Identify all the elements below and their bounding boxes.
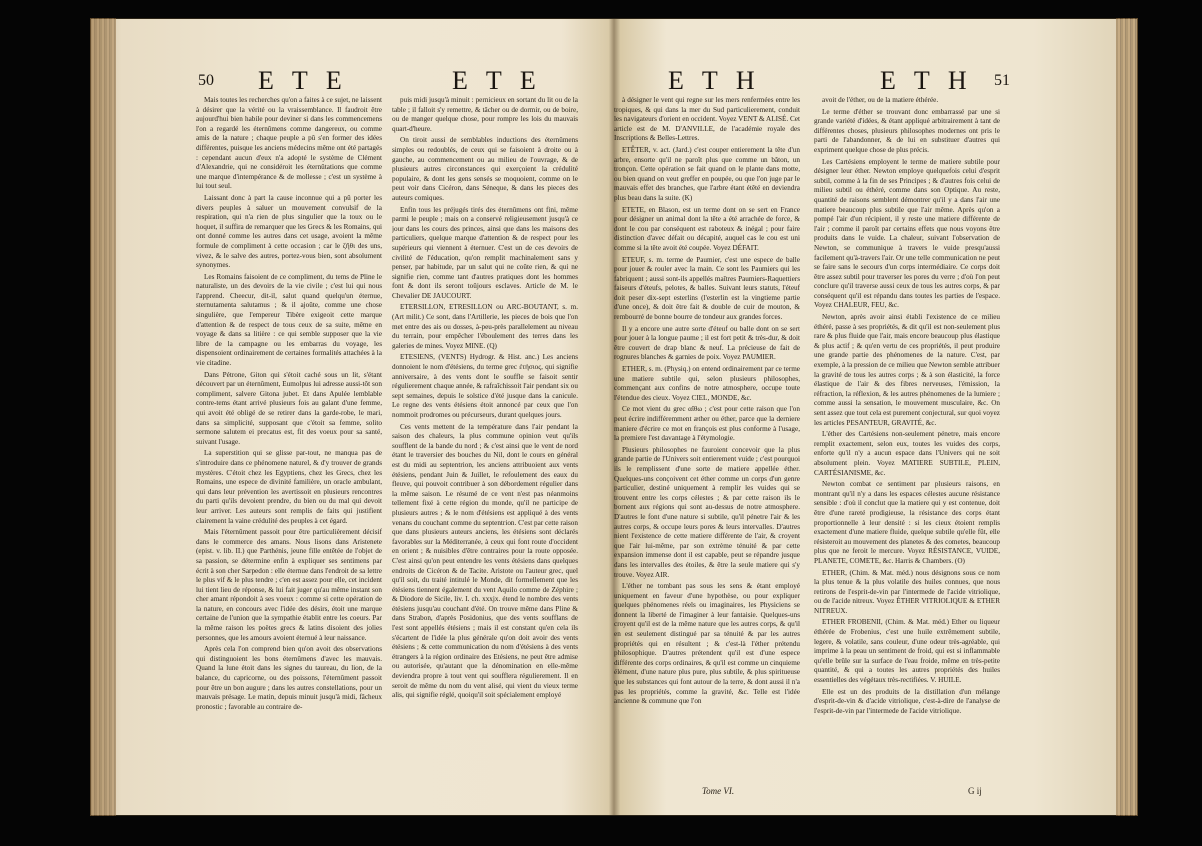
paragraph: ETETE, en Blason, est un terme dont on se sert en France pour désigner un animal dont la tête a été arrachée de force, & dont le cou par conséquent est raboteux & inégal ; pour faire distinction d'avec défait ou décapité, auquel cas le cou est uni comme si la tête avoit été coupée. Voyez DÉFAIT. xyxy=(614,205,800,252)
paragraph: ETEUF, s. m. terme de Paumier, c'est une espece de balle pour jouer & rouler avec la main. Ce sont les Paumiers qui les fabriquent ; aussi sont-ils appellés maîtres Paumiers-Raquettiers faiseurs d'éteufs, pelotes, & balles. Suivant leurs statuts, l'éteuf doit peser dix-sept esterlins (l'esterlin est la vingtieme partie d'une once), & doit être fait & double de cuir de mouton, & rembourré de bonne bourre de tondeur aux grandes forces. xyxy=(614,255,800,322)
paragraph: à désigner le vent qui regne sur les mers renfermées entre les tropiques, & qui dans la mer du Sud particulierement, conduit les navigateurs d'orient en occident. Voyez VENT & ALISÉ. Cet article est de M. D'ANVILLE, de l'académie royale des Inscriptions & Belles-Lettres. xyxy=(614,96,800,143)
paragraph: ETÊTER, v. act. (Jard.) c'est couper entierement la tête d'un arbre, ensorte qu'il ne paroît plus que comme un bâton, un tronçon. Cette opération se fait quand on le plante dans motte, ou bien quand on veut greffer en poupée, ou que l'on juge par le mauvais effet des branches, que l'arbre étant étêté en deviendra plus beau dans la suite. (K) xyxy=(614,145,800,202)
right-page-column-1 xyxy=(614,96,800,782)
paragraph: Ce mot vient du grec αἴθω ; c'est pour cette raison que l'on peut écrire indifféremment æther ou éther, parce que la derniere maniere d'écrire ce mot en françois est plus conforme à l'usage, la premiere l'est davantage à l'étymologie. xyxy=(614,405,800,443)
paragraph: Elle est un des produits de la distillation d'un mélange d'esprit-de-vin & d'acide vitriolique, c'est-à-dire de l'analyse de l'esprit-de-vin par l'intermede de l'acide vitriolique. xyxy=(814,687,1000,715)
paragraph: Mais l'éternûment passoit pour être particulièrement décisif dans le commerce des amans. Nous lisons dans Aristenete (epist. v. lib. II.) que Parthénis, jeune fille entêtée de l'objet de sa passion, se détermine enfin à expliquer ses sentimens par écrit à son cher Sarpedon : elle éternue dans l'endroit de sa lettre le plus vif & le plus tendre ; c'en est assez pour elle, cet incident lui tient lieu de réponse, & lui fait juger qu'au même instant son cher amant répondoit à ses voeux : comme si cette opération de la nature, en concours avec l'idée des désirs, étoit une marque certaine de l'union que la sympathie établit entre les coeurs. Par la même raison les poëtes grecs & latins disoient des jolies personnes, que les amours avoient éternué à leur naissance. xyxy=(196,528,382,642)
paragraph: Dans Pétrone, Giton qui s'étoit caché sous un lit, s'étant découvert par un éternûment, Eumolpus lui adresse aussi-tôt son compliment, salvere Gitona jubet. Et dans Apulée lemblable contre-tems étant arrivé plusieurs fois au galant d'une femme, qui avoit été obligé de se retirer dans la garde-robe, le mari, dans sa simplicité, supposant que c'étoit sa femme, solito sermone salutem ei precatus est, fit des voeux pour sa santé, suivant l'usage. xyxy=(196,370,382,446)
paragraph: Enfin tous les préjugés tirés des éternûmens ont fini, même parmi le peuple ; mais on a conservé religieusement jusqu'à ce jour dans les cours des princes, ainsi que dans les maisons des particuliers, quelque marque d'attention & de respect pour les supérieurs qui viennent à éternuer. C'est un de ces devoirs de civilité de l'éducation, qu'on remplit machinalement sans y penser, par habitude, par un salut qui ne coûte rien, & qui ne signifie rien, comme tant d'autres pratiques dont les hommes font & dont ils seront toûjours esclaves. Article de M. le Chevalier DE JAUCOURT. xyxy=(392,205,578,300)
right-page-edges xyxy=(1116,18,1138,816)
volume-footer: Tome VI. xyxy=(702,786,735,796)
paragraph: ETESIENS, (VENTS) Hydrogr. & Hist. anc.) Les anciens donnoient le nom d'étésiens, du terme grec ἐτήσιος, qui signifie anniversaire, à des vents dont le souffle se faisoit sentir régulierement chaque année, & rafraîchissoit l'air pendant six ou sept semaines, depuis le solstice d'été jusque dans la canicule. Le regne des vents étésiens étoit annoncé par ceux que l'on nommoit prodromes ou précurseurs, durant quelques jours. xyxy=(392,353,578,419)
left-page-edges xyxy=(90,18,116,816)
paragraph: Laissant donc à part la cause inconnue qui a pû porter les divers peuples à saluer un mouvement convulsif de la respiration, qui n'a rien de plus singulier que la toux ou le hoquet, il suffira de remarquer que les Grecs & les Romains, qui ont donné comme les autres dans cet usage, avoient la même formule de compliment à cette occasion ; car le ζῆθι des uns, vivez, & le salve des autres, portez-vous bien, sont absolument synonymes. xyxy=(196,193,382,270)
paragraph: Plusieurs philosophes ne fauroient concevoir que la plus grande partie de l'Univers soit entierement vuide ; c'est pourquoi ils le remplissent d'une sorte de matiere appellée éther. Quelques-uns conçoivent cet éther comme un corps d'un genre particulier, destiné uniquement à remplir les vuides qui se trouvent entre les corps célestes ; & par cette raison ils le bornent aux régions qui sont au-dessus de notre atmosphere. D'autres le font d'une nature si subtile, qu'il pénetre l'air & les autres corps, & occupe leurs pores & leurs intervalles. D'autres nient l'existence de cette matiere différente de l'air, & croyent que l'air lui-même, par son extrème ténuité & par cette expansion immense dont il est capable, peut se répandre jusque dans les intervalles des étoiles, & être la seule matiere qui s'y trouve. Voyez AIR. xyxy=(614,445,800,579)
running-head-left-col2: E T E xyxy=(452,66,542,95)
left-page-column-1 xyxy=(196,96,382,782)
signature-mark: G ij xyxy=(968,786,982,796)
paragraph: Après cela l'on comprend bien qu'on avoit des observations qui distinguoient les bons éternûmens d'avec les mauvais. Quand la lune étoit dans les signes du taureau, du lion, de la balance, du capricorne, ou des poissons, l'éternûment passoit pour être un bon augure ; dans les autres constellations, pour un mauvais présage. Le matin, depuis minuit jusqu'à midi, fâcheux pronostic ; favorable au contraire de- xyxy=(196,645,382,711)
paragraph: Newton, après avoir ainsi établi l'existence de ce milieu éthéré, passe à ses propriétés, & dit qu'il est non-seulement plus rare & plus fluide que l'air, mais encore beaucoup plus élastique & plus actif ; & qu'en vertu de ces propriétés, il peut produire une grande partie des phénomenes de la nature. C'est, par exemple, à la pression de ce milieu que Newton semble attribuer la gravité de tous les autres corps ; & à son élasticité, la force élastique de l'air & des fibres nerveuses, l'émission, la réfraction, la réflexion, & les autres phénomenes de la lumiere ; comme aussi la sensation, le mouvement musculaire, &c. On sent assez que tout cela est purement conjectural, sur quoi voyez les articles PESANTEUR, GRAVITÉ, &c. xyxy=(814,313,1000,427)
paragraph: La superstition qui se glisse par-tout, ne manqua pas de s'introduire dans ce phénomene naturel, & d'y trouver de grands mystères. C'étoit chez les Egyptiens, chez les Grecs, chez les Romains, une espece de divinité familière, un oracle ambulant, qui dans leur prévention les avertissoit en plusieurs rencontres du parti qu'ils devoient prendre, du bien ou du mal qui devoit leur arriver. Les auteurs sont remplis de faits qui justifient clairement la vaine crédulité des peuples à cet égard. xyxy=(196,449,382,525)
paragraph: Mais toutes les recherches qu'on a faites à ce sujet, ne laissent à désirer que la vérité ou la vraissemblance. Il faudroit être aujourd'hui bien habile pour deviner si dans les commencemens l'on a regardé les éternûmens comme dangereux, ou comme amis de la nature ; chaque peuple a pû s'en former des idées différentes, puisque les anciens médecins même ont été partagés : cependant aucun d'eux n'a adopté le système de Clément d'Alexandrie, qui ne considéroit les éternûtations que comme une marque d'intempérance & de mollesse ; c'est un système à lui tout seul. xyxy=(196,96,382,191)
paragraph: Les Romains faisoient de ce compliment, du tems de Pline le naturaliste, un des devoirs de la vie civile ; c'est lui qui nous l'apprend. Cheecur, dit-il, salut quand quelqu'un éternue, sternutamenta salutamus ; & il ajoûte, comme une chose singulière, que l'empereur Tibère exigeoit cette marque d'attention & de respect de tous ceux de sa suite, même en voyage & dans sa litière : ce qui semble supposer que la vie libre de la campagne ou les embarras du voyage, les dispensoient ordinairement de certaines formalités attachées à la vie citadine. xyxy=(196,272,382,368)
paragraph: L'éther ne tombant pas sous les sens & étant employé uniquement en faveur d'une hypothèse, ou pour expliquer quelques phénomenes réels ou imaginaires, les Physiciens se donnent la liberté de l'imaginer à leur fantaisie. Quelques-uns croyent qu'il est de la même nature que les autres corps, & qu'il en est seulement distingué par sa ténuité & par les autres propriétés qui en résultent ; & c'est-là l'éther prétendu philosophique. D'autres prétendent qu'il est d'une espece différente des corps ordinaires, & qu'il est comme un cinquieme élément, d'une nature plus pure, plus subtile, & plus spiritueuse que les substances qui font autour de la terre, & dont aussi il n'a pas les propriétés, comme la gravité, &c. Telle est l'idée ancienne & commune que l'on xyxy=(614,582,800,706)
paragraph: ETERSILLON, ETRESILLON ou ARC-BOUTANT, s. m. (Art milit.) Ce sont, dans l'Artillerie, les pieces de bois que l'on met entre des ais ou dosses, à-peu-près parallelement au niveau du terrain, pour empêcher l'éboulement des terres dans les galeries de mines. Voyez MINE. (Q) xyxy=(392,303,578,350)
paragraph: On tiroit aussi de semblables inductions des éternûmens simples ou redoublés, de ceux qui se faisoient à droite ou à gauche, au commencement ou au milieu de l'ouvrage, & de plusieurs autres circonstances qui exerçoient la crédulité populaire, & dont les gens sensés se moquoient, comme on le peut voir dans Cicéron, dans Séneque, & dans les pieces des auteurs comiques. xyxy=(392,136,578,202)
left-page-column-2 xyxy=(392,96,578,782)
paragraph: avoit de l'éther, ou de la matiere éthérée. xyxy=(822,96,939,104)
paragraph: ETHER FROBENII, (Chim. & Mat. méd.) Ether ou liqueur éthérée de Frobenius, c'est une huile extrêmement subtile, legere, & volatile, sans couleur, d'une odeur très-agréable, qui imprime à la peau un sentiment de froid, qui est si inflammable qu'elle brûle sur la surface de l'eau froide, même en très-petite quantité, & qui a toutes les autres propriétés des huiles essentielles des végétaux très-rectifiées. V. HUILE. xyxy=(814,618,1000,685)
paragraph: L'éther des Cartésiens non-seulement pénetre, mais encore remplit exactement, selon eux, toutes les vuides des corps, enforte qu'il n'y a aucun espace dans l'Univers qui ne soit absolument plein. Voyez MATIERE SUBTILE, PLEIN, CARTÉSIANISME, &c. xyxy=(814,430,1000,477)
page-number-right: 51 xyxy=(994,72,1010,89)
page-number-left: 50 xyxy=(198,72,214,89)
paragraph: Ces vents mettent de la température dans l'air pendant la saison des chaleurs, la plus commune opinion veut qu'ils soufflent de la bande du nord ; & c'est ainsi que le vent de nord étant le traversier des bouches du Nil, dont le cours en général est du midi au septentrion, les anciens attribuoient aux vents étésiens, pendant Juin & Juillet, le refoulement des eaux du fleuve, qui pouvoit contribuer à son débordement régulier dans la même saison. Le résumé de ce vent n'est pas néanmoins tellement fixé à cette région du monde, qu'il ne participe de plusieurs autres ; & le nom d'étésiens est appliqué à des vents venans du couchant comme du septentrion. C'est par cette raison que dans plusieurs auteurs anciens, les étésiens sont déclarés favorables sur la Méditerranée, à ceux qui font route d'occident en orient ; & nuisibles d'être contraires pour la route opposée. C'est ainsi qu'on peut entendre les vents étésiens dans quelques endroits de Cicéron & de Tacite. Aristote ou l'auteur grec, quel qu'il soit, du traité intitulé le Monde, dit formellement que les étésiens tiennent également du vent Aquilo comme de Zéphire ; & Diodore de Sicile, liv. I. ch. xxxjx. étend le nombre des vents étésiens jusqu'au couchant d'été. On trouve même dans Pline & dans Strabon, d'après Posidonius, que des vents soufflans de l'est sont appellés étésiens ; mais il est constant qu'en cela ils s'écartent de l'idée la plus générale qu'on doit avoir des vents étésiens ; & cette communication du nom d'étésiens à des vents étrangers à la région ordinaire des Etésiens, ne peut être admise ou autorisée, qu'autant que la dénomination en elle-même deviendra propre à tout vent qui soufflera régulierement. Il en seroit de même du nom du vent alisé, qui vient du vieux terme alis, qui signifie réglé, quoiqu'il soit spécialement employé xyxy=(392,422,578,700)
running-head-left-col1: E T E xyxy=(258,66,348,95)
paragraph: Le terme d'éther se trouvant donc embarrassé par une si grande variété d'idées, & étant appliqué arbitrairement à tant de différentes choses, plusieurs philosophes modernes ont pris le parti de l'abandonner, & de lui en substituer d'autres qui expriment quelque chose de plus précis. xyxy=(814,107,1000,154)
paragraph: puis midi jusqu'à minuit : pernicieux en sortant du lit ou de la table ; il falloit s'y remettre, & tâcher ou de dormir, ou de boire, ou de manger quelque chose, pour rompre les lois du mauvais quart-d'heure. xyxy=(392,96,578,133)
paragraph: ETHER, (Chim. & Mat. méd.) nous désignons sous ce nom la plus tenue & la plus volatile des huiles connues, que nous retirons de l'esprit-de-vin par l'intermede de l'acide vitriolique, ou de l'acide nitreux. Voyez ÉTHER VITRIOLIQUE & ETHER NITREUX. xyxy=(814,568,1000,615)
paragraph: Il y a encore une autre sorte d'éteuf ou balle dont on se sert pour jouer à la longue paume ; il est fort petit & très-dur, & doit être couvert de drap blanc & neuf. La précieuse de fait de rognures blanches & garnies de poix. Voyez PAUMIER. xyxy=(614,324,800,362)
paragraph: Les Cartésiens employent le terme de matiere subtile pour désigner leur éther. Newton employe quelquefois celui d'esprit subtil, comme à la fin de ses Principes ; & d'autres fois celui de milieu subtil ou éthéré, comme dans son Optique. Au reste, quantité de raisons semblent démontrer qu'il y a dans l'air une matiere beaucoup plus subtile que l'air même. Après qu'on a pompé l'air d'un récipient, il y reste une matiere différente de l'air ; comme il paroît par certains effets que nous voyons être produits dans le vuide. La chaleur, suivant l'observation de Newton, se communique à travers le vuide presqu'aussi facilement qu'à-travers l'air. Or une telle communication ne peut se faire sans le secours d'un corps intermédiaire. Ce corps doit être assez subtil pour traverser les pores du verre ; d'où l'on peut conclure qu'il traverse aussi ceux de tous les autres corps, & par conséquent qu'il est répandu dans toutes les parties de l'espace. Voyez CHALEUR, FEU, &c. xyxy=(814,157,1000,310)
paragraph: Newton combat ce sentiment par plusieurs raisons, en montrant qu'il n'y a dans les espaces célestes aucune résistance sensible : d'où il conclut que la matiere qui y est contenue, doit être d'une rareté prodigieuse, la résistance des corps étant proportionnelle à leur densité : si les cieux étoient remplis exactement d'une matiere fluide, quelque subtile qu'elle fût, elle résisteroit au mouvement des planetes & des cometes, beaucoup plus que ne feroit le mercure. Voyez RÉSISTANCE, VUIDE, PLANETE, COMETE, &c. Harris & Chambers. (O) xyxy=(814,480,1000,565)
running-head-right-col1: E T H xyxy=(668,66,761,95)
paragraph: ETHER, s. m. (Physiq.) on entend ordinairement par ce terme une matiere subtile qui, selon plusieurs philosophes, commençant aux confins de notre atmosphere, occupe toute l'étendue des cieux. Voyez CIEL, MONDE, &c. xyxy=(614,365,800,402)
right-page-column-2 xyxy=(814,96,1000,782)
running-head-right-col2: E T H xyxy=(880,66,973,95)
